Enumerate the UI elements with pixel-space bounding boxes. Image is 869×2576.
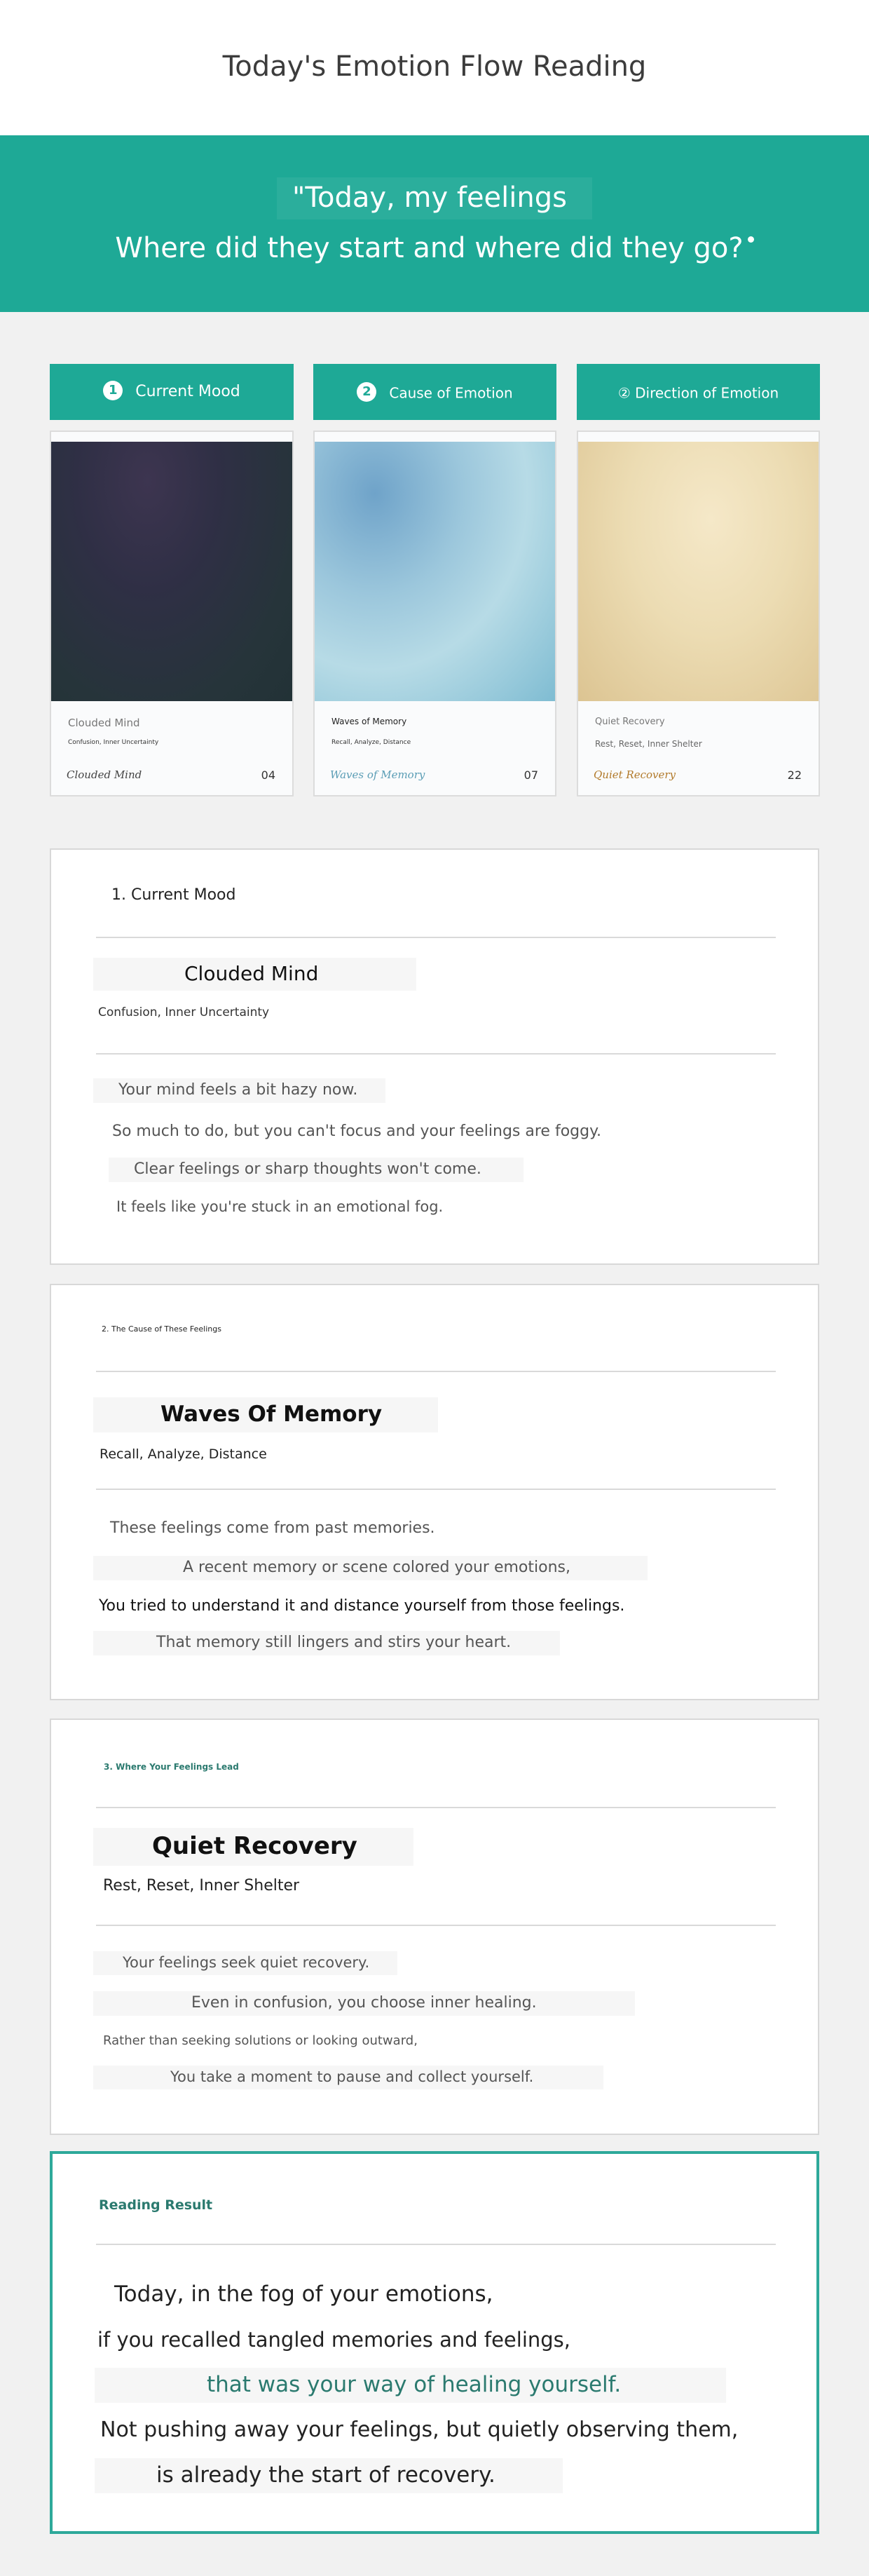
section-title: Quiet Recovery xyxy=(93,1828,413,1866)
card-number: 22 xyxy=(787,768,802,782)
section-cause xyxy=(50,1284,819,1700)
section-keywords: Rest, Reset, Inner Shelter xyxy=(103,1877,300,1894)
page-title: Today's Emotion Flow Reading xyxy=(222,50,647,83)
sparkle-icon xyxy=(748,236,754,243)
section-heading: 1. Current Mood xyxy=(111,886,236,904)
section-title: Waves Of Memory xyxy=(93,1397,438,1432)
card-keywords: Recall, Analyze, Distance xyxy=(331,739,411,746)
step-number-badge: 1 xyxy=(103,381,123,400)
card-number: 07 xyxy=(524,768,538,782)
result-line: is already the start of recovery. xyxy=(95,2458,563,2493)
reading-line: Even in confusion, you choose inner healing. xyxy=(93,1991,635,2016)
card-header-label: Current Mood xyxy=(135,383,240,400)
card-script-title: Clouded Mind xyxy=(67,768,142,781)
reading-line: Your feelings seek quiet recovery. xyxy=(93,1951,397,1975)
reading-line: Clear feelings or sharp thoughts won't come. xyxy=(109,1158,524,1182)
section-current-mood xyxy=(50,848,819,1265)
reading-line: A recent memory or scene colored your emotions, xyxy=(93,1556,648,1580)
section-heading: 3. Where Your Feelings Lead xyxy=(104,1762,239,1772)
banner-line-2: Where did they start and where did they go? xyxy=(115,232,744,264)
step-number-badge: 2 xyxy=(357,382,376,402)
card-clouded-mind[interactable] xyxy=(50,431,294,796)
card-name: Quiet Recovery xyxy=(595,717,665,727)
intro-banner xyxy=(0,135,869,312)
section-keywords: Confusion, Inner Uncertainty xyxy=(98,1005,270,1019)
section-title: Clouded Mind xyxy=(93,958,416,991)
card-image-quiet-recovery xyxy=(578,442,819,701)
page-header xyxy=(0,0,869,135)
section-keywords: Recall, Analyze, Distance xyxy=(100,1446,267,1462)
reading-line: You take a moment to pause and collect yourself. xyxy=(93,2066,603,2089)
reading-line: These feelings come from past memories. xyxy=(110,1519,435,1537)
card-header-direction xyxy=(577,364,820,420)
section-heading: 2. The Cause of These Feelings xyxy=(102,1324,221,1334)
card-name: Waves of Memory xyxy=(331,717,407,726)
section-direction xyxy=(50,1719,819,2135)
card-header-label: Direction of Emotion xyxy=(635,384,779,402)
step-number-text: ② xyxy=(617,384,631,402)
card-script-title: Waves of Memory xyxy=(330,768,425,781)
banner-line-1: "Today, my feelings xyxy=(277,177,592,219)
reading-line: That memory still lingers and stirs your heart. xyxy=(93,1631,560,1655)
card-header-cause xyxy=(313,364,556,420)
card-quiet-recovery[interactable] xyxy=(577,431,820,796)
card-keywords: Rest, Reset, Inner Shelter xyxy=(595,739,702,749)
card-keywords: Confusion, Inner Uncertainty xyxy=(68,739,159,746)
card-header-current-mood xyxy=(50,364,294,420)
reading-line: Your mind feels a bit hazy now. xyxy=(93,1078,385,1103)
result-line: Not pushing away your feelings, but quietly observing them, xyxy=(100,2418,739,2442)
card-image-clouded-mind xyxy=(51,442,292,701)
result-highlight-line: that was your way of healing yourself. xyxy=(95,2368,726,2403)
card-image-waves-of-memory xyxy=(315,442,555,701)
reading-line: It feels like you're stuck in an emotional fog. xyxy=(116,1198,444,1215)
card-number: 04 xyxy=(261,768,275,782)
card-header-label: Cause of Emotion xyxy=(389,384,513,402)
result-line: if you recalled tangled memories and feelings, xyxy=(97,2328,571,2352)
card-waves-of-memory[interactable] xyxy=(313,431,556,796)
reading-line: You tried to understand it and distance yourself from those feelings. xyxy=(99,1597,625,1615)
result-heading: Reading Result xyxy=(99,2197,213,2213)
card-name: Clouded Mind xyxy=(68,717,140,729)
reading-line: So much to do, but you can't focus and your feelings are foggy. xyxy=(112,1123,601,1140)
reading-result-panel xyxy=(50,2151,819,2534)
card-script-title: Quiet Recovery xyxy=(594,768,676,781)
reading-line: Rather than seeking solutions or looking outward, xyxy=(103,2033,418,2048)
result-line: Today, in the fog of your emotions, xyxy=(114,2282,493,2307)
